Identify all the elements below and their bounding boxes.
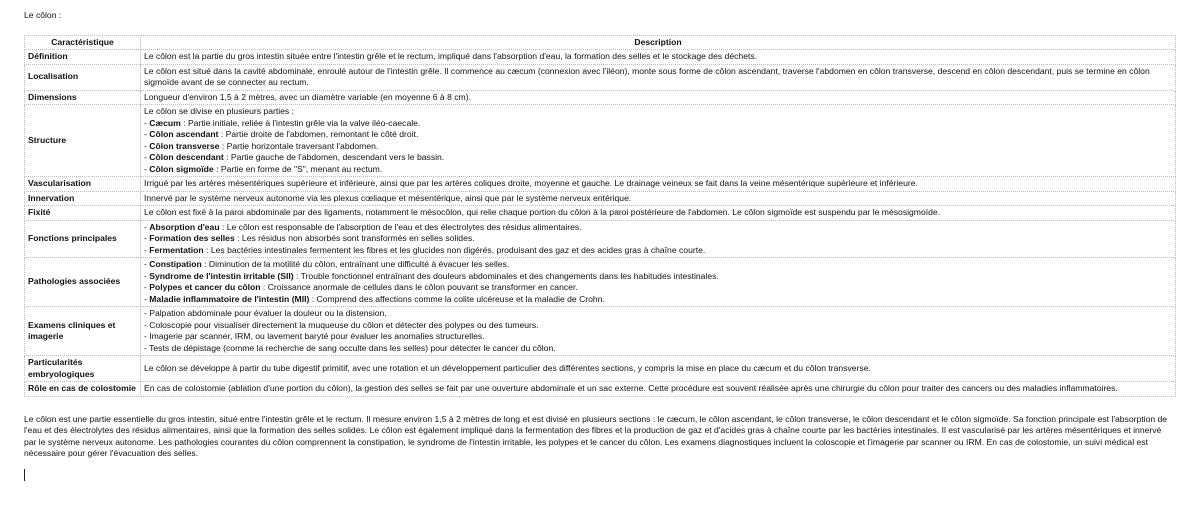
- bold-term: Cæcum: [149, 117, 181, 128]
- row-characteristic: Localisation: [25, 64, 141, 90]
- bullet-prefix: -: [144, 282, 150, 292]
- bullet-prefix: -: [144, 140, 150, 151]
- table-row: [25, 356, 1176, 382]
- description-line: [144, 106, 1172, 118]
- description-line: [144, 308, 1172, 320]
- row-characteristic: Vascularisation: [25, 177, 141, 192]
- header-description: Description: [141, 35, 1176, 50]
- description-line: [144, 152, 1172, 164]
- table-row: [25, 206, 1176, 221]
- row-characteristic: Fixité: [25, 206, 141, 221]
- line-text: : Partie initiale, reliée à l'intestin grêle via la valve iléo-caecale.: [180, 117, 421, 128]
- bullet-prefix: -: [144, 221, 150, 232]
- row-description: [141, 64, 1176, 90]
- line-text: : Diminution de la motilité du côlon, entraînant une difficulté à évacuer les selles.: [201, 259, 510, 269]
- bullet-prefix: -: [144, 117, 150, 128]
- row-description: [141, 105, 1176, 177]
- intro-label: Le côlon :: [24, 10, 62, 20]
- table-row: [25, 307, 1176, 356]
- table-row: [25, 105, 1176, 177]
- row-characteristic: Examens cliniques et imagerie: [25, 307, 141, 356]
- bold-term: Côlon transverse: [149, 140, 220, 151]
- row-description: [141, 191, 1176, 206]
- description-line: [144, 343, 1172, 355]
- line-text: Le côlon est fixé à la paroi abdominale par des ligaments, notamment le mésocôlon, qui relie chaque portion du côlon à la paroi postérieure de l'abdomen. Le côlon sigmoïde est suspendu par le mésosigmoïde.: [144, 207, 941, 217]
- description-line: [144, 331, 1172, 343]
- table-row: [25, 191, 1176, 206]
- description-line: [144, 320, 1172, 332]
- line-text: : Comprend des affections comme la colite ulcéreuse et la maladie de Crohn.: [309, 293, 605, 304]
- row-description: [141, 90, 1176, 105]
- line-text: : Trouble fonctionnel entraînant des douleurs abdominales et des changements dans les habitudes intestinales.: [293, 270, 719, 281]
- description-line: [144, 207, 1172, 219]
- line-text: : Les bactéries intestinales fermentent les fibres et les glucides non digérés, produisant des gaz et des acides gras à chaîne courte.: [203, 244, 706, 255]
- bold-term: Syndrome de l'intestin irritable (SII): [149, 270, 294, 281]
- line-text: : Croissance anormale de cellules dans le côlon pouvant se transformer en cancer.: [260, 282, 578, 292]
- row-description: [141, 356, 1176, 382]
- description-line: [144, 282, 1172, 294]
- description-line: [144, 294, 1172, 306]
- row-characteristic: Pathologies associées: [25, 258, 141, 307]
- bullet-prefix: -: [144, 152, 150, 162]
- table-row: [25, 64, 1176, 90]
- table-row: [25, 177, 1176, 192]
- row-characteristic: Rôle en cas de colostomie: [25, 382, 141, 397]
- row-characteristic: Définition: [25, 50, 141, 65]
- bullet-prefix: -: [144, 233, 150, 243]
- description-line: [144, 233, 1172, 245]
- row-description: [141, 206, 1176, 221]
- header-characteristic: Caractéristique: [25, 35, 141, 50]
- description-line: [144, 178, 1172, 190]
- line-text: - Palpation abdominale pour évaluer la douleur ou la distension.: [144, 308, 387, 318]
- line-text: : Partie gauche de l'abdomen, descendant vers le bassin.: [223, 152, 445, 162]
- line-text: : Partie droite de l'abdomen, remontant le côté droit.: [218, 129, 419, 139]
- description-line: [144, 51, 1172, 63]
- row-description: [141, 177, 1176, 192]
- line-text: : Les résidus non absorbés sont transformés en selles solides.: [234, 233, 475, 243]
- description-line: [144, 92, 1172, 104]
- description-line: [144, 245, 1172, 257]
- row-characteristic: Fonctions principales: [25, 220, 141, 258]
- description-line: [144, 129, 1172, 141]
- bold-term: Maladie inflammatoire de l'intestin (MII): [149, 293, 310, 304]
- bold-term: Côlon ascendant: [149, 129, 219, 139]
- description-line: [144, 118, 1172, 130]
- table-row: [25, 50, 1176, 65]
- row-characteristic: Particularités embryologiques: [25, 356, 141, 382]
- bullet-prefix: -: [144, 270, 150, 281]
- row-characteristic: Innervation: [25, 191, 141, 206]
- line-text: : Partie en forme de "S", menant au rectum.: [213, 163, 383, 174]
- row-characteristic: Dimensions: [25, 90, 141, 105]
- row-description: [141, 220, 1176, 258]
- line-text: En cas de colostomie (ablation d'une portion du côlon), la gestion des selles se fait par une ouverture abdominale et un sac externe. Cette procédure est souvent réalisée après une chirurgie du côlon pour traiter des cancers ou des maladies inflammatoires.: [144, 383, 1118, 393]
- bullet-prefix: -: [144, 163, 150, 174]
- line-text: Le côlon se développe à partir du tube digestif primitif, avec une rotation et un développement particulier des différentes sections, y compris la mise en place du cæcum et du côlon transverse.: [144, 362, 871, 373]
- header-row: [25, 35, 1176, 50]
- text-cursor: [24, 469, 25, 481]
- bold-term: Constipation: [149, 259, 202, 269]
- row-description: [141, 307, 1176, 356]
- description-line: [144, 141, 1172, 153]
- colon-table: [24, 35, 1176, 397]
- bullet-prefix: -: [144, 244, 150, 255]
- row-characteristic: Structure: [25, 105, 141, 177]
- bullet-prefix: -: [144, 259, 150, 269]
- table-body: [25, 50, 1176, 397]
- row-description: [141, 50, 1176, 65]
- table-row: [25, 258, 1176, 307]
- description-line: [144, 259, 1172, 271]
- description-line: [144, 164, 1172, 176]
- description-line: [144, 363, 1172, 375]
- line-text: - Tests de dépistage (comme la recherche de sang occulte dans les selles) pour détecter le cancer du côlon.: [144, 342, 556, 353]
- line-text: - Imagerie par scanner, IRM, ou lavement baryté pour évaluer les anomalies structurelles.: [144, 331, 485, 341]
- bold-term: Fermentation: [149, 244, 204, 255]
- line-text: Irrigué par les artères mésentériques supérieure et inférieure, ainsi que par les artères coliques droite, moyenne et gauche. Le drainage veineux se fait dans la veine mésentérique supérieure et inférieure.: [144, 178, 918, 188]
- line-text: Le côlon se divise en plusieurs parties :: [144, 106, 294, 116]
- bold-term: Côlon sigmoïde: [149, 163, 214, 174]
- line-text: : Partie horizontale traversant l'abdomen.: [219, 140, 379, 151]
- summary-paragraph: Le côlon est une partie essentielle du gros intestin, situé entre l'intestin grêle et le rectum. Il mesure environ 1,5 à 2 mètres de long et est divisé en plusieurs sections : le cæcum, le côlon ascendant, le côlon transverse, le côlon descendant et le côlon sigmoïde. Sa fonction principale est l'absorption de l'eau et des électrolytes des résidus alimentaires, ainsi que la formation des selles solides. Le côlon est également impliqué dans la fermentation des fibres et la production de gaz et d'acides gras à chaîne courte par les bactéries intestinales. Il est vascularisé par les artères mésentériques et innervé par le système nerveux autonome. Les pathologies courantes du côlon comprennent la constipation, le syndrome de l'intestin irritable, les polypes et le cancer du côlon. Les examens diagnostiques incluent la coloscopie et l'imagerie par scanner ou IRM. En cas de colostomie, un suivi médical est nécessaire pour gérer l'évacuation des selles.: [24, 413, 1168, 458]
- description-line: [144, 222, 1172, 234]
- line-text: Le côlon est situé dans la cavité abdominale, enroulé autour de l'intestin grêle. Il commence au cæcum (connexion avec l'iléon), monte sous forme de côlon ascendant, traverse l'abdomen en côlon transverse, descend en côlon descendant, puis se termine en côlon sigmoïde avant de se connecter au rectum.: [144, 65, 1150, 87]
- line-text: Innervé par le système nerveux autonome via les plexus cœliaque et mésentérique, ainsi que par le système nerveux entérique.: [144, 192, 632, 203]
- bold-term: Formation des selles: [149, 233, 235, 243]
- line-text: Le côlon est la partie du gros intestin située entre l'intestin grêle et le rectum, impliqué dans l'absorption d'eau, la formation des selles et le stockage des déchets.: [144, 51, 758, 61]
- bold-term: Côlon descendant: [149, 152, 224, 162]
- bold-term: Polypes et cancer du côlon: [149, 282, 261, 292]
- bullet-prefix: -: [144, 293, 150, 304]
- description-line: [144, 383, 1172, 395]
- description-line: [144, 193, 1172, 205]
- table-header: [25, 35, 1176, 50]
- table-row: [25, 90, 1176, 105]
- line-text: : Le côlon est responsable de l'absorption de l'eau et des électrolytes des résidus alimentaires.: [219, 221, 582, 232]
- line-text: - Coloscopie pour visualiser directement la muqueuse du côlon et détecter des polypes ou des tumeurs.: [144, 319, 539, 330]
- description-line: [144, 271, 1172, 283]
- bold-term: Absorption d'eau: [149, 221, 220, 232]
- line-text: Longueur d'environ 1,5 à 2 mètres, avec un diamètre variable (en moyenne 6 à 8 cm).: [144, 91, 471, 102]
- bullet-prefix: -: [144, 129, 150, 139]
- table-row: [25, 382, 1176, 397]
- row-description: [141, 258, 1176, 307]
- description-line: [144, 66, 1172, 89]
- row-description: [141, 382, 1176, 397]
- table-row: [25, 220, 1176, 258]
